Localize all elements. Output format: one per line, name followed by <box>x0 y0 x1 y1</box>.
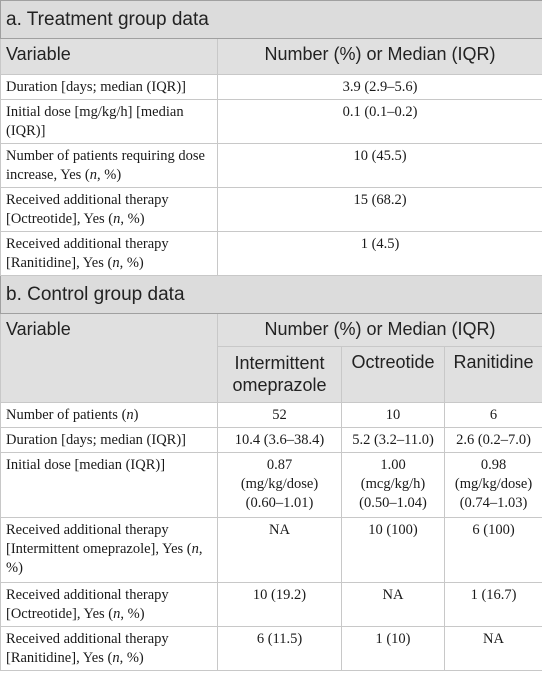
b-row-patients-label <box>1 403 218 428</box>
section-a-title: a. Treatment group data <box>1 1 542 39</box>
label-n: n <box>112 255 120 271</box>
label-n: n <box>126 407 134 423</box>
b-row-patients-omeprazole: 52 <box>218 403 342 428</box>
label-main: Received additional therapy [Ranitidine], Yes ( <box>6 631 169 666</box>
b-row-omeprazole-therapy-omeprazole: NA <box>218 518 342 583</box>
b-row-ranitidine-therapy-octreotide: 1 (10) <box>342 627 445 671</box>
label-tail: , %) <box>120 606 145 622</box>
a-row-initial-dose-value: 0.1 (0.1–0.2) <box>218 100 542 144</box>
section-b-header-value: Number (%) or Median (IQR) <box>218 314 542 347</box>
b-row-duration-label: Duration [days; median (IQR)] <box>1 428 218 453</box>
label-main: Received additional therapy [Octreotide], Yes ( <box>6 192 169 227</box>
label-main: Number of patients ( <box>6 407 127 423</box>
b-row-initial-dose-octreotide <box>342 453 445 518</box>
label-n: n <box>191 541 199 557</box>
a-row-dose-increase-value: 10 (45.5) <box>218 144 542 188</box>
b-row-omeprazole-therapy-octreotide: 10 (100) <box>342 518 445 583</box>
a-row-duration-value: 3.9 (2.9–5.6) <box>218 75 542 100</box>
label-n: n <box>113 606 121 622</box>
b-row-omeprazole-therapy-label <box>1 518 218 583</box>
dose-unit: (mg/kg/dose) <box>240 476 319 492</box>
section-a-header-variable: Variable <box>1 39 218 75</box>
b-row-ranitidine-therapy-label <box>1 627 218 671</box>
b-row-octreotide-therapy-omeprazole: 10 (19.2) <box>218 583 342 627</box>
b-row-octreotide-therapy-label <box>1 583 218 627</box>
subheader-octreotide: Octreotide <box>342 347 445 403</box>
section-b-header-variable: Variable <box>1 314 218 403</box>
b-row-duration-octreotide: 5.2 (3.2–11.0) <box>342 428 445 453</box>
label-main: Received additional therapy [Octreotide], Yes ( <box>6 587 169 622</box>
subheader-intermittent-omeprazole: Intermittent omeprazole <box>218 347 342 403</box>
b-row-duration-omeprazole: 10.4 (3.6–38.4) <box>218 428 342 453</box>
b-row-patients-ranitidine: 6 <box>445 403 542 428</box>
b-row-ranitidine-therapy-omeprazole: 6 (11.5) <box>218 627 342 671</box>
label-tail: , %) <box>119 255 144 271</box>
a-row-duration-label: Duration [days; median (IQR)] <box>1 75 218 100</box>
label-main: Number of patients requiring dose increase, Yes ( <box>6 148 205 183</box>
b-row-patients-octreotide: 10 <box>342 403 445 428</box>
b-row-initial-dose-omeprazole <box>218 453 342 518</box>
label-main: Received additional therapy [Intermittent omeprazole], Yes ( <box>6 522 192 557</box>
label-n: n <box>112 650 120 666</box>
label-main: Received additional therapy [Ranitidine], Yes ( <box>6 236 169 271</box>
label-tail: ) <box>133 407 139 423</box>
b-row-initial-dose-ranitidine <box>445 453 542 518</box>
dose-unit: (mcg/kg/h) <box>360 476 426 492</box>
b-row-duration-ranitidine: 2.6 (0.2–7.0) <box>445 428 542 453</box>
section-b-title: b. Control group data <box>1 276 542 314</box>
label-tail: , %) <box>97 167 122 183</box>
a-row-ranitidine-label <box>1 232 218 276</box>
dose-iqr: (0.50–1.04) <box>359 495 427 511</box>
a-row-octreotide-label <box>1 188 218 232</box>
b-row-octreotide-therapy-ranitidine: 1 (16.7) <box>445 583 542 627</box>
a-row-initial-dose-label: Initial dose [mg/kg/h] [median (IQR)] <box>1 100 218 144</box>
b-row-omeprazole-therapy-ranitidine: 6 (100) <box>445 518 542 583</box>
label-n: n <box>113 211 121 227</box>
dose-value: 0.98 <box>480 457 507 473</box>
subheader-ranitidine: Ranitidine <box>445 347 542 403</box>
a-row-dose-increase-label <box>1 144 218 188</box>
b-row-initial-dose-label: Initial dose [median (IQR)] <box>1 453 218 518</box>
dose-iqr: (0.60–1.01) <box>245 495 314 511</box>
dose-value: 1.00 <box>380 457 406 473</box>
section-a-header-value: Number (%) or Median (IQR) <box>218 39 542 75</box>
label-tail: , %) <box>120 211 145 227</box>
a-row-ranitidine-value: 1 (4.5) <box>218 232 542 276</box>
dose-value: 0.87 <box>266 457 293 473</box>
label-n: n <box>89 167 98 183</box>
b-row-ranitidine-therapy-ranitidine: NA <box>445 627 542 671</box>
dose-unit: (mg/kg/dose) <box>454 476 533 492</box>
b-row-octreotide-therapy-octreotide: NA <box>342 583 445 627</box>
label-tail: , %) <box>6 541 203 576</box>
label-tail: , %) <box>119 650 144 666</box>
a-row-octreotide-value: 15 (68.2) <box>218 188 542 232</box>
dose-iqr: (0.74–1.03) <box>459 495 528 511</box>
